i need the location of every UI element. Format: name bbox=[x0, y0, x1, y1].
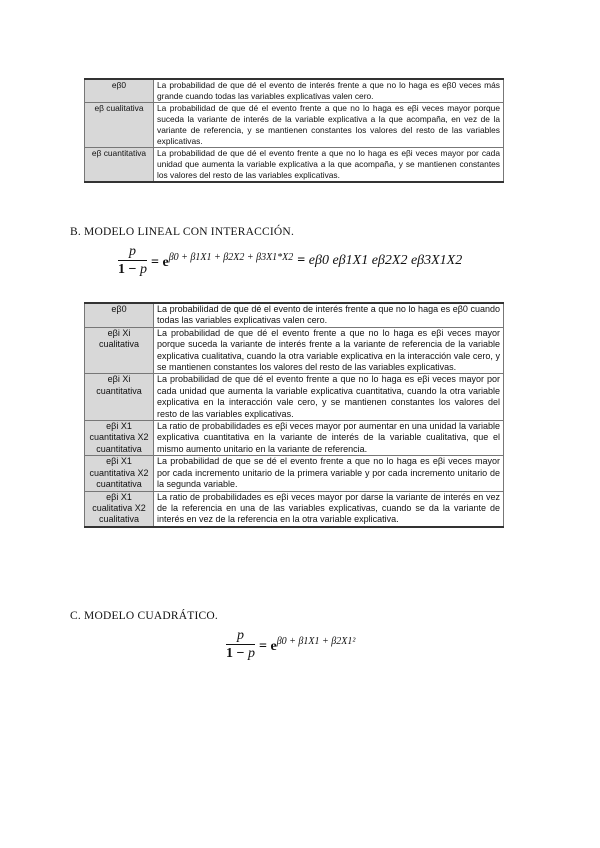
table-row bbox=[85, 421, 504, 456]
coefficient-cell: eβi X1 cualitativa X2 cualitativa bbox=[85, 491, 154, 527]
table-row bbox=[85, 327, 504, 374]
equation-rhs-product: = eβ0 eβ1X1 eβ2X2 eβ3X1X2 bbox=[297, 253, 463, 268]
interpretation-cell: La probabilidad de que dé el evento frente a que no lo haga es eβi veces mayor por cada unidad que aumenta la variable explicativa cuantitativa, cuando la otra variable explicativa en la interacción vale cero, y se mantienen constantes los valores del resto de las variables explicativas. bbox=[154, 374, 504, 421]
interpretation-table-simple bbox=[84, 78, 504, 183]
fraction-numerator: p bbox=[226, 628, 255, 645]
interpretation-cell: La ratio de probabilidades es eβi veces mayor por aumentar en una unidad la variable explicativa cuantitativa en la variante de interés de la variable cualitativa, que el mismo aumento unitario en la variante de referencia. bbox=[154, 421, 504, 456]
table-row bbox=[85, 456, 504, 491]
coefficient-cell: eβ cualitativa bbox=[85, 103, 154, 148]
odds-fraction bbox=[118, 244, 147, 278]
interpretation-cell: La probabilidad de que dé el evento de interés frente a que no lo haga es eβ0 veces más grande cuando todas las variables explicativas valen cero. bbox=[154, 79, 504, 103]
section-c-heading: C. MODELO CUADRÁTICO. bbox=[70, 610, 218, 622]
table-row bbox=[85, 303, 504, 327]
interpretation-cell: La probabilidad de que dé el evento frente a que no lo haga es eβi veces mayor por cada unidad que aumenta la variable explicativa a la que acompaña, y se mantienen constantes los valores del resto de las variables explicativas. bbox=[154, 148, 504, 183]
table-row bbox=[85, 103, 504, 148]
fraction-denominator: 1 − p bbox=[226, 646, 255, 661]
table-row bbox=[85, 374, 504, 421]
interpretation-cell: La ratio de probabilidades es eβi veces mayor por darse la variante de interés en vez de la referencia en una de las variables explicativas, cuando se da la variante de interés en vez de la referencia en la otra variable explicativa. bbox=[154, 491, 504, 527]
equation-quadratic-model bbox=[226, 628, 355, 662]
equation-interaction-model bbox=[118, 244, 462, 278]
coefficient-cell: eβ0 bbox=[85, 79, 154, 103]
coefficient-cell: eβ0 bbox=[85, 303, 154, 327]
table-row bbox=[85, 491, 504, 527]
coefficient-cell: eβi X1 cuantitativa X2 cuantitativa bbox=[85, 421, 154, 456]
interpretation-cell: La probabilidad de que dé el evento frente a que no lo haga es eβi veces mayor porque suceda la variante de interés frente a la variante de referencia de la variable explicativa cualitativa, cuando la otra variable explicativa en la interacción vale cero, y se mantienen constantes los valores del resto de las variables explicativas. bbox=[154, 327, 504, 374]
odds-fraction bbox=[226, 628, 255, 662]
coefficient-cell: eβi Xi cualitativa bbox=[85, 327, 154, 374]
coefficient-cell: eβi Xi cuantitativa bbox=[85, 374, 154, 421]
interpretation-cell: La probabilidad de que se dé el evento frente a que no lo haga es eβi veces mayor por cada incremento unitario de la primera variable y por cada incremento unitario de la segunda variable. bbox=[154, 456, 504, 491]
equation-rhs-exponential: = $e^{\beta 0 + \beta 1X1 + \beta 2X1^2}$ bbox=[258, 635, 356, 654]
table-row bbox=[85, 79, 504, 103]
coefficient-cell: eβ cuantitativa bbox=[85, 148, 154, 183]
fraction-numerator: p bbox=[118, 244, 147, 261]
equation-rhs-exponential: = $e^{\beta 0 + \beta 1X1 + \beta 2X2 + \beta 3X1*X2}$ bbox=[150, 251, 294, 270]
interpretation-table-interaction bbox=[84, 302, 504, 528]
section-b-heading: B. MODELO LINEAL CON INTERACCIÓN. bbox=[70, 226, 295, 238]
fraction-denominator: 1 − p bbox=[118, 262, 147, 277]
coefficient-cell: eβi X1 cuantitativa X2 cuantitativa bbox=[85, 456, 154, 491]
table-row bbox=[85, 148, 504, 183]
interpretation-cell: La probabilidad de que dé el evento de interés frente a que no lo haga es eβ0 cuando todas las variables explicativas valen cero. bbox=[154, 303, 504, 327]
interpretation-cell: La probabilidad de que dé el evento frente a que no lo haga es eβi veces mayor porque suceda la variante de interés de la variable explicativa a la que acompaña, en vez de la variante de referencia, y se mantienen constantes los valores del resto de las variables explicativas. bbox=[154, 103, 504, 148]
